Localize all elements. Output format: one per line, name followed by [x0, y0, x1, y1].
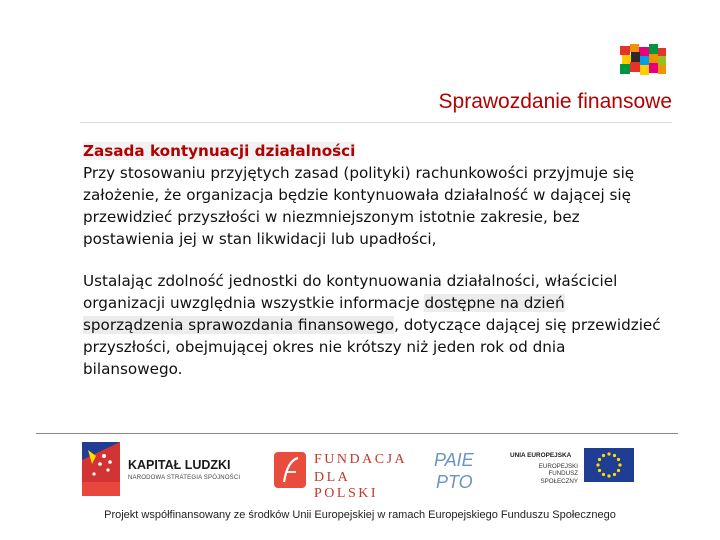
- page-title: Sprawozdanie finansowe: [438, 90, 672, 113]
- svg-text:PTO: PTO: [436, 472, 473, 492]
- fundacja-line2: DLA POLSKI: [314, 470, 379, 501]
- eu-subtitle-line2: FUNDUSZ SPOŁECZNY: [540, 470, 578, 485]
- slide-content: [83, 140, 663, 380]
- paragraph-2: [83, 270, 663, 380]
- footer-funding-note: Projekt współfinansowany ze środków Unii Europejskiej w ramach Europejskiego Funduszu Społecznego: [104, 509, 616, 521]
- fundacja-logo: [272, 446, 412, 501]
- eu-logo: [510, 446, 640, 494]
- eu-subtitle-line1: EUROPEJSKI: [538, 463, 578, 470]
- svg-text:PAIE: PAIE: [434, 450, 474, 470]
- eu-flag-icon: [584, 448, 634, 482]
- puzzle-logo-icon: [620, 44, 666, 76]
- paragraph-2-part-b: , dotyczące dającej się przewidzieć przyszłości, obejmującej okres nie krótszy niż jeden rok od dnia bilansowego.: [83, 316, 661, 378]
- title-underline: [80, 122, 672, 123]
- paragraph-2-part-a: Ustalając zdolność jednostki do kontynuowania działalności, właściciel organizacji uwzględnia wszystkie informacje: [83, 272, 618, 312]
- kapital-ludzki-logo: [80, 440, 260, 498]
- sponsor-logos: [0, 440, 720, 500]
- eu-subtitle: [510, 463, 578, 485]
- eu-title: UNIA EUROPEJSKA: [510, 452, 572, 459]
- footer-divider: [36, 433, 678, 434]
- paie-pto-mark-icon: [432, 444, 484, 494]
- paragraph-1: Przy stosowaniu przyjętych zasad (polityki) rachunkowości przyjmuje się założenie, że organizacja będzie kontynuowała działalność w dającej się przewidzieć przyszłości w niezmniejszonym istotnie zakresie, bez postawienia jej w stan likwidacji lub upadłości,: [83, 164, 635, 248]
- kapital-ludzki-title: KAPITAŁ LUDZKI: [128, 458, 231, 472]
- paragraph-2-highlight: dostępne na dzień sporządzenia sprawozdania finansowego: [83, 294, 565, 334]
- fundacja-emblem-icon: [272, 450, 308, 490]
- kapital-ludzki-subtitle: NARODOWA STRATEGIA SPÓJNOŚCI: [128, 475, 241, 481]
- section-heading-text: Zasada kontynuacji działalności: [83, 142, 356, 160]
- paie-pto-logo: [432, 444, 484, 494]
- kapital-ludzki-emblem-icon: [80, 442, 124, 496]
- section-heading: [83, 140, 663, 162]
- fundacja-line1: FUNDACJA: [314, 452, 408, 467]
